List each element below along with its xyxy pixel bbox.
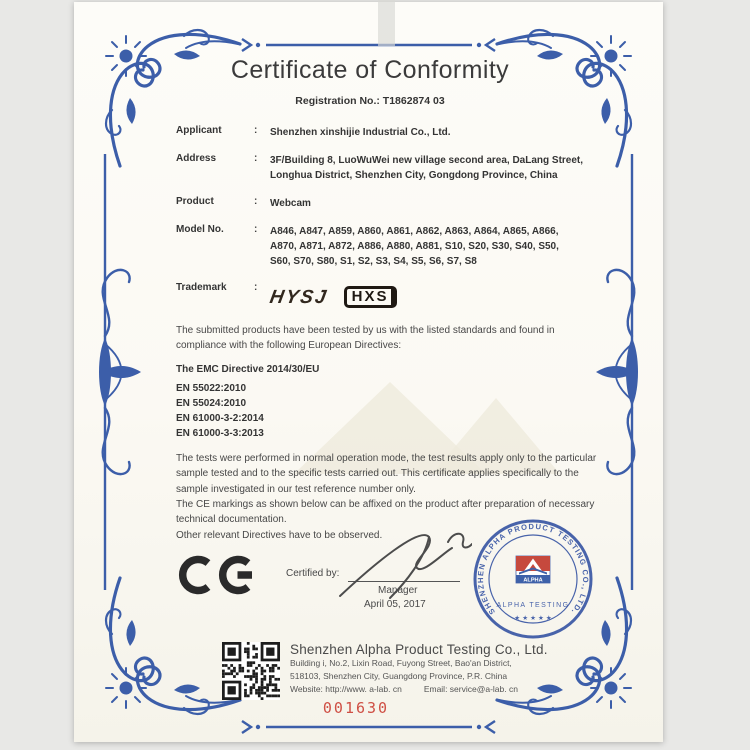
address-value: [270, 153, 600, 183]
other-directives-note: Other relevant Directives have to be observed.: [176, 529, 383, 541]
address-label: Address: [176, 153, 217, 164]
trademark-label: Trademark: [176, 282, 227, 293]
product-label: Product: [176, 196, 214, 207]
seal-stars: ★ ★ ★ ★ ★: [514, 614, 552, 622]
issuer-info: [290, 642, 548, 700]
issuer-address-line1: Building i, No.2, Lixin Road, Fuyong Street, Bao'an District,: [290, 658, 512, 668]
model-value: [270, 224, 600, 269]
text-line: EN 61000-3-2:2014: [176, 412, 264, 424]
scan-artifact: [378, 0, 395, 46]
qr-code: [222, 642, 280, 700]
field-colon: :: [254, 224, 258, 235]
trademark-hysj-logo: HYSJ: [268, 286, 330, 308]
trademark-hxs-logo: HXS: [344, 286, 398, 308]
registration-number: Registration No.: T1862874 03: [295, 95, 445, 107]
test-note: The tests were performed in normal operation mode, the test results apply only to the particular sample tested and to the specific tests carried out. This certificate applies specifically to the sample investigated in our test reference number only.: [176, 452, 597, 495]
trademark-logos: [270, 284, 600, 310]
certificate-title: Certificate of Conformity: [230, 56, 510, 84]
certified-by-label: Certified by:: [286, 568, 340, 579]
text-line: EN 55022:2010: [176, 382, 247, 394]
field-applicant: [176, 125, 600, 140]
certifier-title: Manager: [378, 585, 418, 596]
alpha-testing-seal: [472, 518, 594, 640]
issuer-company-name: Shenzhen Alpha Product Testing Co., Ltd.: [290, 642, 548, 657]
alpha-logo-text: ALPHA: [523, 577, 543, 584]
ce-note: The CE markings as shown below can be affixed on the product after preparation of necessary technical documentation.: [176, 499, 595, 526]
text-line: 3F/Building 8, LuoWuWei new village second area, DaLang Street,: [270, 155, 584, 166]
ce-mark-icon: [176, 546, 256, 604]
field-address: [176, 153, 600, 183]
field-model: [176, 224, 600, 269]
alpha-logo-icon: [516, 556, 550, 583]
model-label: Model No.: [176, 224, 224, 235]
issuer-email: Email: service@a-lab. cn: [423, 684, 518, 694]
field-trademark: [176, 282, 600, 310]
serial-number: 001630: [322, 699, 390, 717]
fields-section: [176, 125, 600, 310]
text-line: EN 61000-3-3:2013: [176, 427, 264, 439]
field-product: [176, 196, 600, 211]
applicant-label: Applicant: [176, 125, 222, 136]
text-line: A870, A871, A872, A886, A880, A881, S10, S20, S30, S40, S50,: [270, 241, 559, 252]
text-line: S60, S70, S80, S1, S2, S3, S4, S5, S6, S7, S8: [270, 256, 477, 267]
seal-banner-text: ALPHA TESTING: [496, 602, 570, 609]
seal-ring-text: SHENZHEN ALPHA PRODUCT TESTING CO., LTD.: [476, 521, 591, 617]
field-colon: :: [254, 282, 258, 293]
field-colon: :: [254, 196, 258, 207]
issuer-footer: [222, 642, 548, 700]
certified-date: April 05, 2017: [364, 599, 426, 610]
field-colon: :: [254, 125, 258, 136]
text-line: A846, A847, A859, A860, A861, A862, A863, A864, A865, A866,: [270, 226, 559, 237]
text-line: EN 55024:2010: [176, 397, 247, 409]
certificate-content: [176, 56, 600, 543]
directive-title: The EMC Directive 2014/30/EU: [176, 363, 320, 375]
signature-block: [286, 554, 496, 624]
issuer-address-line2: 518103, Shenzhen City, Guangdong Province, P.R. China: [290, 671, 508, 681]
text-line: Longhua District, Shenzhen City, Gongdong Province, China: [270, 170, 558, 181]
issuer-website: Website: http://www. a-lab. cn: [290, 684, 402, 694]
standards-list: [176, 381, 600, 441]
applicant-value: Shenzhen xinshijie Industrial Co., Ltd.: [270, 127, 451, 138]
product-value: Webcam: [270, 198, 311, 209]
compliance-intro: The submitted products have been tested by us with the listed standards and found in compliance with the following European Directives:: [176, 325, 555, 352]
field-colon: :: [254, 153, 258, 164]
